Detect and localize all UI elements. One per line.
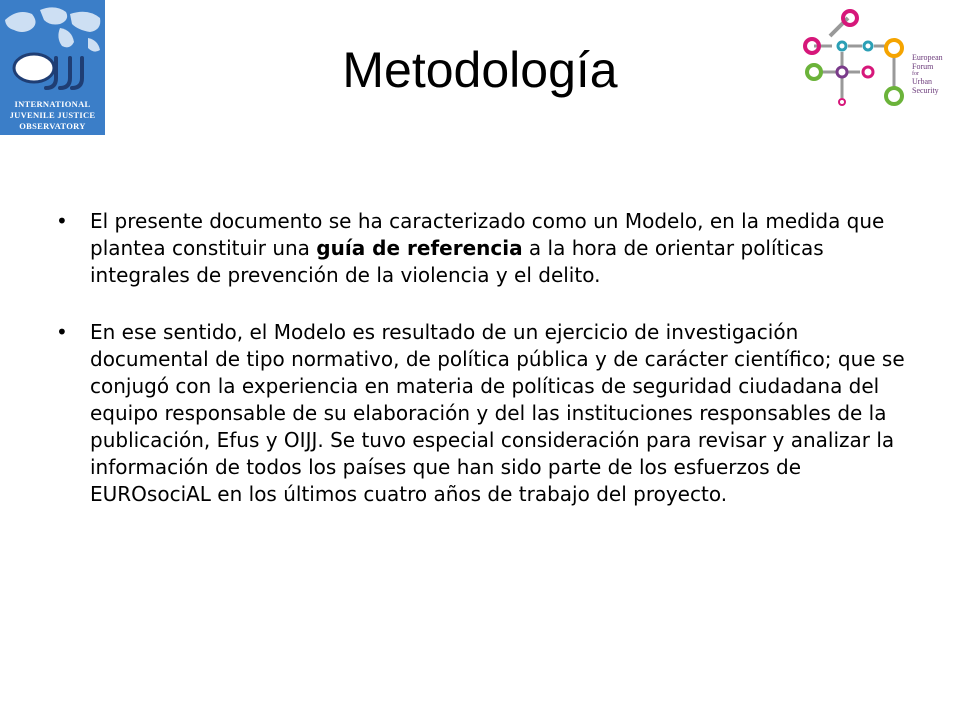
slide-content — [56, 208, 906, 538]
bullet-text-1 — [90, 208, 906, 289]
bullet-item-2 — [56, 319, 906, 508]
oijj-logo-line-1: INTERNATIONAL — [14, 99, 91, 109]
efus-logo-line-2: Forum — [912, 62, 934, 71]
page-title: Metodología — [342, 42, 618, 98]
bullet-text-1-before: El presente documento se ha caracterizado como un Modelo, en la medida que plantea constituir una — [90, 209, 885, 260]
bullet-icon: • — [56, 209, 68, 233]
bullet-text-2: En ese sentido, el Modelo es resultado de un ejercicio de investigación documental de tipo normativo, de política pública y de carácter científico; que se conjugó con la experiencia en materia de políticas de seguridad ciudadana del equipo responsable de su elaboración y del las instituciones responsables de la publicación, Efus y OIJJ. Se tuvo especial consideración para revisar y analizar la información de todos los países que han sido parte de los esfuerzos de EUROsociAL en los últimos cuatro años de trabajo del proyecto. — [90, 320, 905, 506]
oijj-logo-line-3: OBSERVATORY — [19, 121, 86, 131]
efus-logo-line-4: Urban — [912, 77, 932, 86]
bullet-text-1-after: a la hora de orientar políticas integrales de prevención de la violencia y el delito. — [90, 236, 824, 287]
bullet-icon: • — [56, 320, 68, 344]
bullet-text-1-bold: guía de referencia — [316, 236, 523, 260]
efus-logo-line-5: Security — [912, 86, 939, 95]
efus-logo-line-3: for — [912, 71, 919, 77]
bullet-item-1 — [56, 208, 906, 289]
efus-logo-line-1: European — [912, 53, 943, 62]
oijj-logo-line-2: JUVENILE JUSTICE — [9, 110, 96, 120]
